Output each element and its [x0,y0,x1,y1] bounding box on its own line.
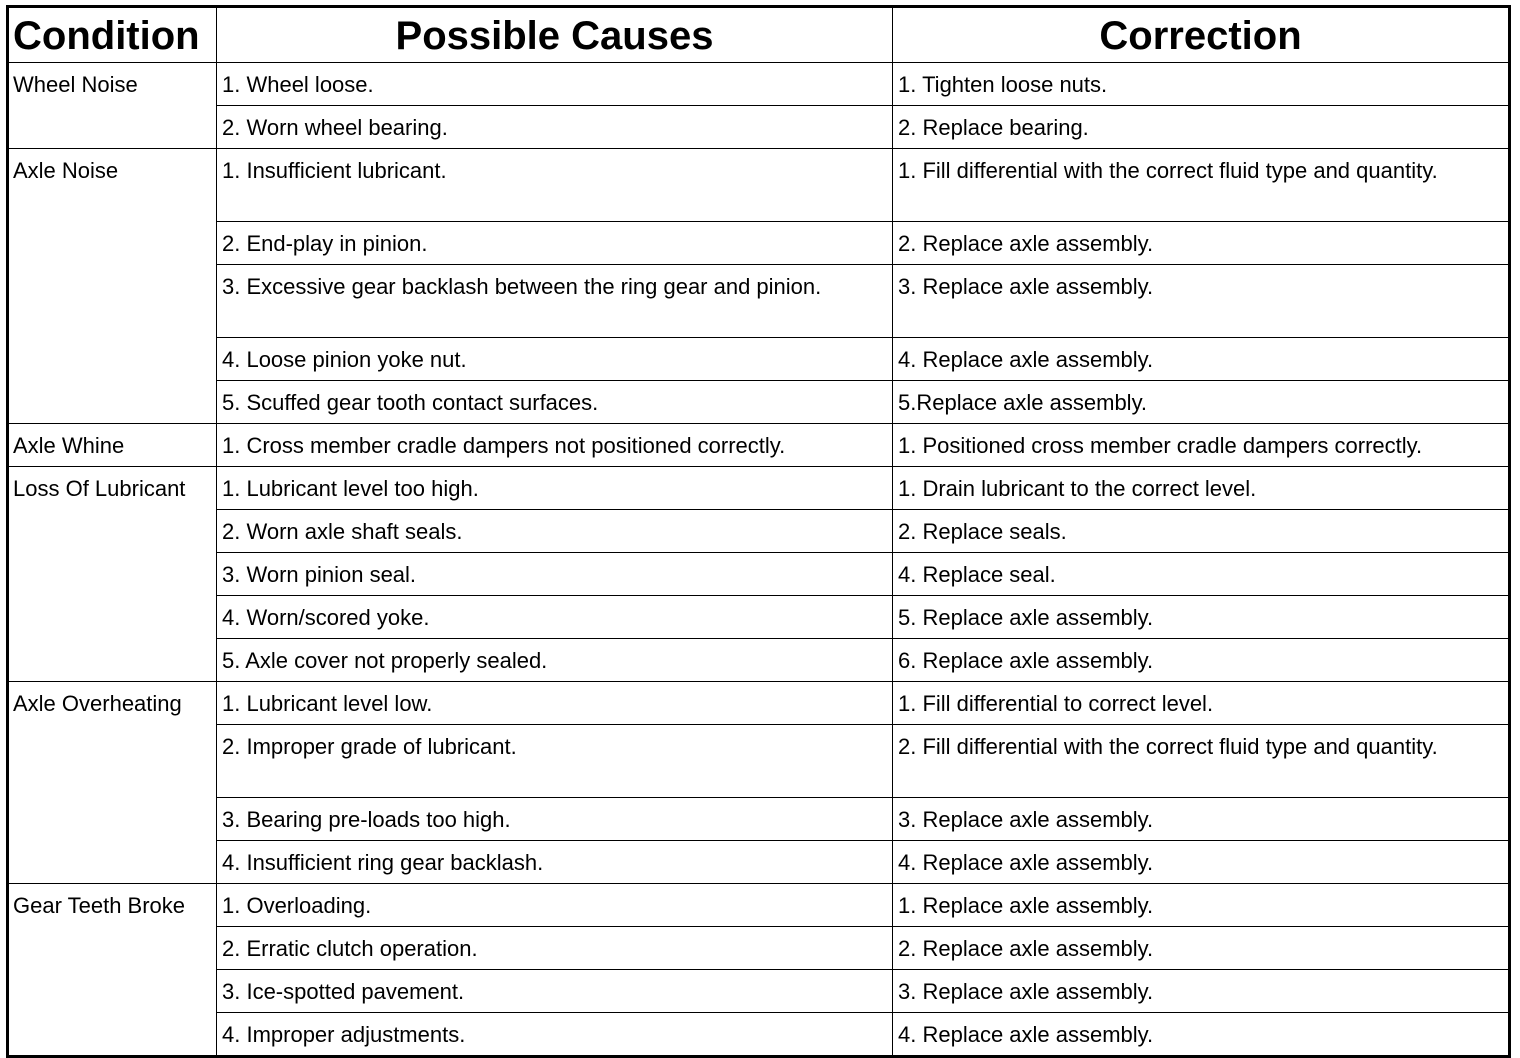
correction-cell: 2. Replace bearing. [893,106,1510,149]
condition-cell: Axle Noise [8,149,217,424]
table-row [8,798,1510,841]
table-row [8,424,1510,467]
correction-cell: 1. Fill differential to correct level. [893,682,1510,725]
table-row [8,222,1510,265]
correction-cell: 3. Replace axle assembly. [893,265,1510,338]
cause-cell: 1. Overloading. [217,884,893,927]
correction-cell: 1. Positioned cross member cradle dampers correctly. [893,424,1510,467]
cause-cell: 1. Lubricant level too high. [217,467,893,510]
header-possible-causes: Possible Causes [217,7,893,63]
correction-cell: 5. Replace axle assembly. [893,596,1510,639]
cause-cell: 2. Erratic clutch operation. [217,927,893,970]
table-row [8,265,1510,338]
cause-cell: 2. Worn axle shaft seals. [217,510,893,553]
table-row [8,149,1510,222]
table-row [8,106,1510,149]
cause-cell: 1. Lubricant level low. [217,682,893,725]
table-row [8,725,1510,798]
condition-cell: Gear Teeth Broke [8,884,217,1057]
table-row [8,1013,1510,1057]
table-row [8,467,1510,510]
correction-cell: 2. Replace axle assembly. [893,222,1510,265]
cause-cell: 3. Ice-spotted pavement. [217,970,893,1013]
cause-cell: 4. Improper adjustments. [217,1013,893,1057]
cause-cell: 3. Excessive gear backlash between the ring gear and pinion. [217,265,893,338]
table-row [8,639,1510,682]
header-condition: Condition [8,7,217,63]
table-row [8,927,1510,970]
correction-cell: 4. Replace seal. [893,553,1510,596]
condition-cell: Loss Of Lubricant [8,467,217,682]
header-correction: Correction [893,7,1510,63]
cause-cell: 3. Worn pinion seal. [217,553,893,596]
table-row [8,970,1510,1013]
cause-cell: 4. Insufficient ring gear backlash. [217,841,893,884]
cause-cell: 1. Cross member cradle dampers not positioned correctly. [217,424,893,467]
table-row [8,596,1510,639]
correction-cell: 2. Fill differential with the correct fluid type and quantity. [893,725,1510,798]
cause-cell: 1. Insufficient lubricant. [217,149,893,222]
correction-cell: 2. Replace seals. [893,510,1510,553]
correction-cell: 4. Replace axle assembly. [893,338,1510,381]
table-row [8,884,1510,927]
correction-cell: 2. Replace axle assembly. [893,927,1510,970]
table-row [8,381,1510,424]
cause-cell: 4. Loose pinion yoke nut. [217,338,893,381]
table-row [8,510,1510,553]
condition-cell: Axle Whine [8,424,217,467]
cause-cell: 2. End-play in pinion. [217,222,893,265]
condition-cell: Wheel Noise [8,63,217,149]
table-row [8,338,1510,381]
correction-cell: 1. Replace axle assembly. [893,884,1510,927]
correction-cell: 4. Replace axle assembly. [893,1013,1510,1057]
table-row [8,841,1510,884]
correction-cell: 1. Tighten loose nuts. [893,63,1510,106]
correction-cell: 4. Replace axle assembly. [893,841,1510,884]
table-row [8,553,1510,596]
cause-cell: 2. Worn wheel bearing. [217,106,893,149]
cause-cell: 4. Worn/scored yoke. [217,596,893,639]
table-row [8,682,1510,725]
cause-cell: 5. Scuffed gear tooth contact surfaces. [217,381,893,424]
correction-cell: 1. Drain lubricant to the correct level. [893,467,1510,510]
correction-cell: 3. Replace axle assembly. [893,798,1510,841]
diagnosis-table [6,5,1511,1058]
correction-cell: 6. Replace axle assembly. [893,639,1510,682]
correction-cell: 5.Replace axle assembly. [893,381,1510,424]
cause-cell: 2. Improper grade of lubricant. [217,725,893,798]
condition-cell: Axle Overheating [8,682,217,884]
cause-cell: 1. Wheel loose. [217,63,893,106]
cause-cell: 3. Bearing pre-loads too high. [217,798,893,841]
correction-cell: 3. Replace axle assembly. [893,970,1510,1013]
correction-cell: 1. Fill differential with the correct fluid type and quantity. [893,149,1510,222]
table-row [8,63,1510,106]
cause-cell: 5. Axle cover not properly sealed. [217,639,893,682]
header-row [8,7,1510,63]
